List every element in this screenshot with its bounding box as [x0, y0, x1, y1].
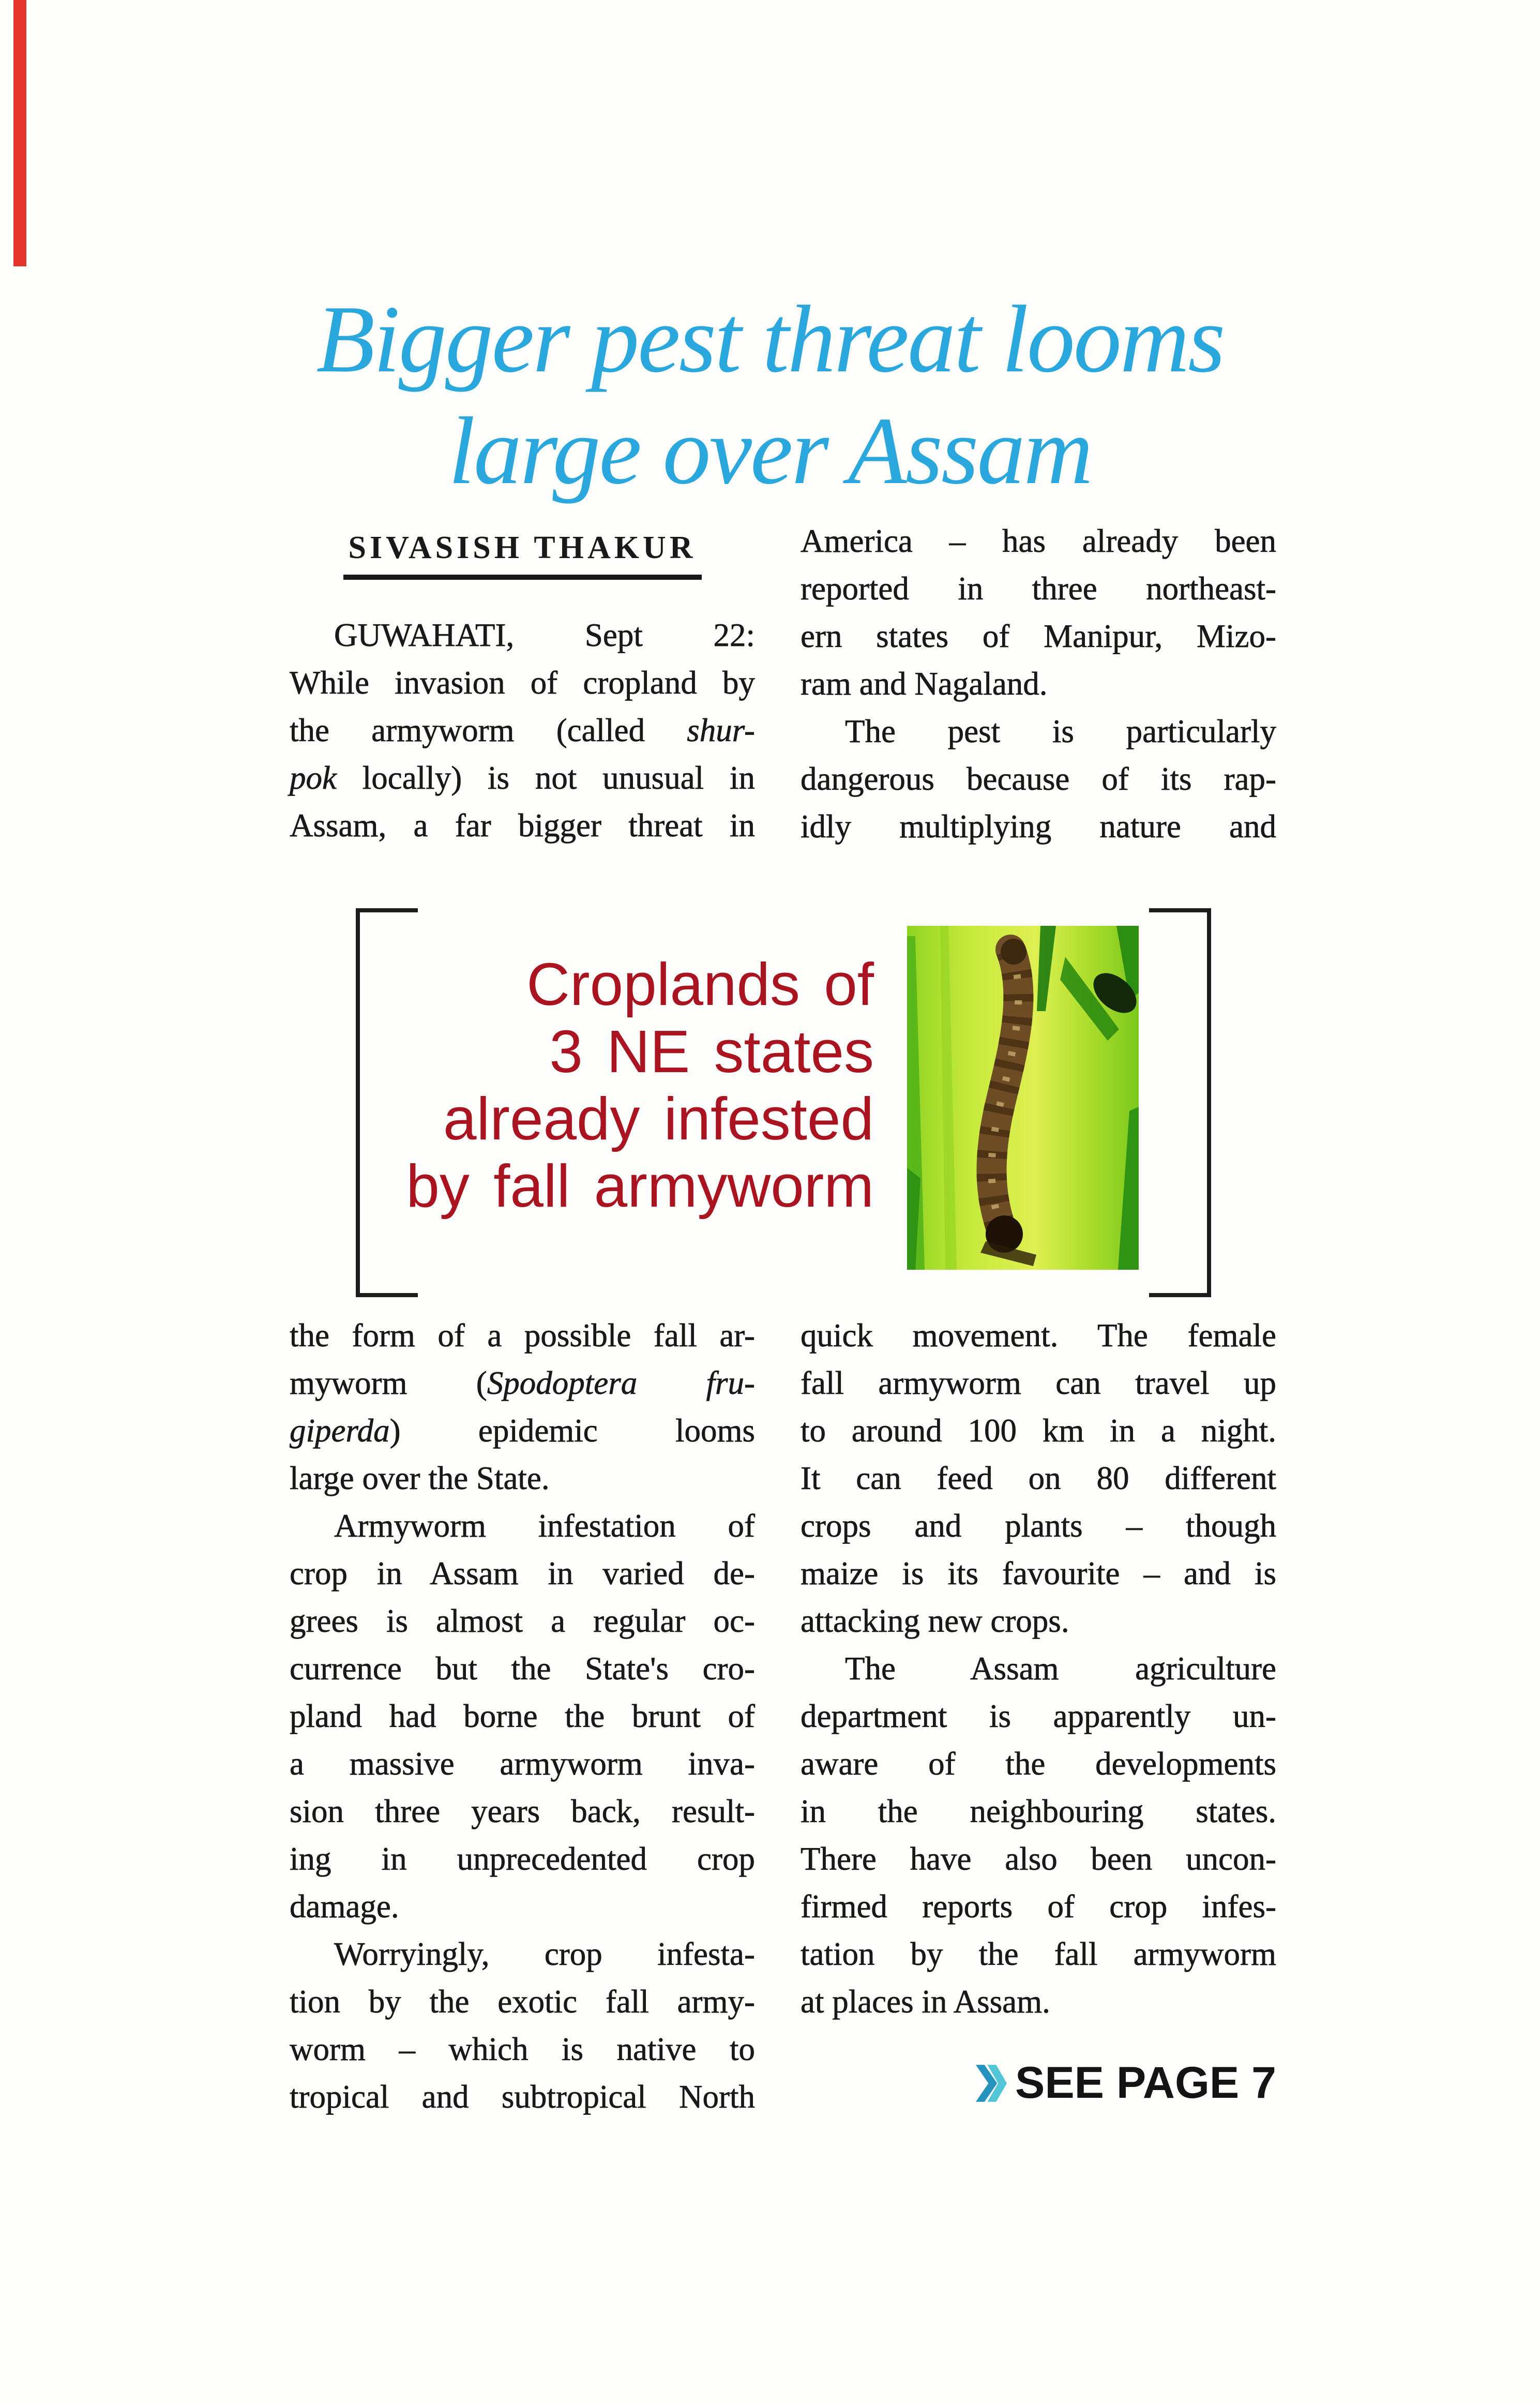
body-line [801, 803, 1276, 850]
body-text: tion by the exotic fall army- [290, 1984, 755, 2020]
body-text: attacking new crops. [801, 1603, 1069, 1639]
double-chevron-icon [975, 2062, 1007, 2105]
see-page-ref [801, 2057, 1276, 2109]
body-text: pok [290, 760, 337, 796]
body-text: the form of a possible fall ar- [290, 1317, 755, 1354]
body-line [290, 1312, 755, 1359]
body-text: tropical and subtropical North [290, 2079, 755, 2115]
body-line [801, 1883, 1276, 1930]
body-text: ern states of Manipur, Mizo- [801, 618, 1276, 654]
body-line [290, 1502, 755, 1550]
body-line [801, 708, 1276, 755]
body-line [290, 1978, 755, 2025]
body-text: Spodoptera fru- [487, 1365, 756, 1401]
body-text: GUWAHATI, Sept 22: [334, 617, 755, 653]
body-text: in the neighbouring states. [801, 1793, 1276, 1829]
body-text: crop in Assam in varied de- [290, 1555, 755, 1591]
see-page-label: SEE PAGE 7 [1015, 2058, 1276, 2108]
body-line [801, 1978, 1276, 2025]
body-text: The pest is particularly [845, 713, 1276, 749]
body-text: crops and plants – though [801, 1508, 1276, 1544]
body-text: tation by the fall armyworm [801, 1936, 1276, 1972]
body-line [290, 1692, 755, 1740]
body-text: Worryingly, crop infesta- [334, 1936, 755, 1972]
body-text: ) epidemic looms [389, 1413, 755, 1449]
body-text: grees is almost a regular oc- [290, 1603, 755, 1639]
body-line [290, 1835, 755, 1883]
body-text: ram and Nagaland. [801, 666, 1048, 702]
body-line [290, 1645, 755, 1692]
body-text: giperda [290, 1413, 390, 1449]
pull-quote-line: by fall armyworm [406, 1152, 874, 1220]
body-text: to around 100 km in a night. [801, 1413, 1276, 1449]
body-line [801, 565, 1276, 612]
body-line [290, 754, 755, 802]
body-text: reported in three northeast- [801, 570, 1276, 607]
armyworm-photo-image [907, 926, 1139, 1270]
body-line [290, 1407, 755, 1454]
body-text: Assam, a far bigger threat in [290, 807, 755, 844]
pull-quote [362, 951, 874, 1220]
column-right-top [801, 517, 1276, 850]
body-text: It can feed on 80 different [801, 1460, 1276, 1496]
body-line [801, 1454, 1276, 1502]
body-text: a massive armyworm inva- [290, 1746, 755, 1782]
armyworm-photo [907, 926, 1139, 1270]
body-text: aware of the developments [801, 1746, 1276, 1782]
body-text: idly multiplying nature and [801, 808, 1276, 845]
body-line [290, 2025, 755, 2073]
body-line [290, 1930, 755, 1978]
body-line [801, 1312, 1276, 1359]
body-line [801, 1407, 1276, 1454]
caterpillar-tail [1001, 939, 1026, 965]
body-line [290, 802, 755, 849]
body-line [290, 1359, 755, 1407]
body-line [290, 611, 755, 659]
body-text: department is apparently un- [801, 1698, 1276, 1734]
body-line [290, 707, 755, 754]
body-text: fall armyworm can travel up [801, 1365, 1276, 1401]
body-text: maize is its favourite – and is [801, 1555, 1276, 1591]
pull-quote-line: Croplands of [526, 951, 874, 1018]
body-text: sion three years back, result- [290, 1793, 755, 1829]
pull-quote-line: 3 NE states [549, 1018, 874, 1085]
title-line-1: Bigger pest threat looms [316, 286, 1224, 393]
body-text: pland had borne the brunt of [290, 1698, 755, 1734]
body-text: worm – which is native to [290, 2031, 755, 2067]
body-line [801, 1359, 1276, 1407]
body-line [801, 1502, 1276, 1550]
byline-text: SIVASISH THAKUR [343, 530, 702, 580]
body-text: While invasion of cropland by [290, 665, 755, 701]
body-line [801, 612, 1276, 660]
column-left-top [290, 611, 755, 849]
body-text: myworm ( [290, 1365, 487, 1401]
body-text: locally) is not unusual in [336, 760, 755, 796]
body-line [290, 1597, 755, 1645]
body-text: dangerous because of its rap- [801, 761, 1276, 797]
pull-quote-line: already infested [443, 1085, 874, 1152]
body-line [801, 1787, 1276, 1835]
body-line [801, 755, 1276, 803]
crop-mark-right [1149, 908, 1211, 1297]
title-line-2: large over Assam [448, 398, 1092, 504]
body-text: damage. [290, 1888, 399, 1925]
scan-artifact-line [13, 0, 26, 266]
body-line [290, 659, 755, 707]
see-page-row [975, 2057, 1276, 2109]
column-right-bottom [801, 1312, 1276, 2025]
body-line [290, 1550, 755, 1597]
body-text: ing in unprecedented crop [290, 1841, 755, 1877]
body-text: America – has already been [801, 523, 1276, 559]
body-text: firmed reports of crop infes- [801, 1888, 1276, 1925]
body-line [801, 1835, 1276, 1883]
body-line [290, 1740, 755, 1787]
body-text: at places in Assam. [801, 1984, 1050, 2020]
body-line [801, 1645, 1276, 1692]
body-text: large over the State. [290, 1460, 550, 1496]
byline [290, 530, 755, 580]
body-text: Armyworm infestation of [334, 1508, 755, 1544]
body-line [801, 660, 1276, 708]
body-text: There have also been uncon- [801, 1841, 1276, 1877]
body-line [801, 1550, 1276, 1597]
body-line [801, 1692, 1276, 1740]
body-line [801, 1740, 1276, 1787]
body-line [801, 1597, 1276, 1645]
page-title [0, 283, 1540, 507]
body-text: The Assam agriculture [845, 1650, 1276, 1687]
body-line [290, 2073, 755, 2121]
body-text: currence but the State's cro- [290, 1650, 755, 1687]
body-line [801, 1930, 1276, 1978]
column-left-bottom [290, 1312, 755, 2121]
body-line [290, 1883, 755, 1930]
body-line [290, 1787, 755, 1835]
body-line [290, 1454, 755, 1502]
body-text: the armyworm (called [290, 712, 687, 748]
body-line [801, 517, 1276, 565]
body-text: quick movement. The female [801, 1317, 1276, 1354]
body-text: shur- [687, 712, 755, 748]
